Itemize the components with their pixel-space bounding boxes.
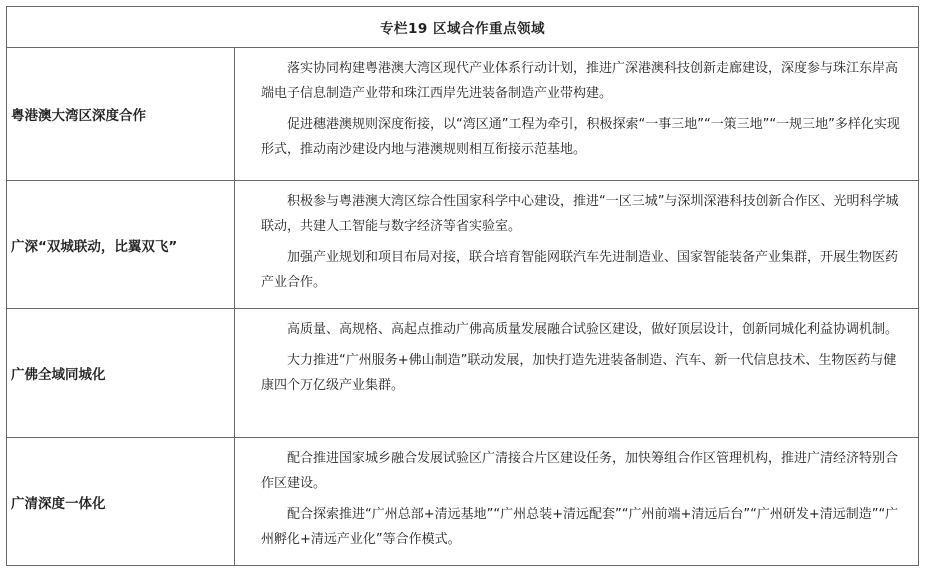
description-paragraph: 加强产业规划和项目布局对接，联合培育智能网联汽车先进制造业、国家智能装备产业集群，开展生物医药产业合作。 <box>261 250 899 290</box>
description-paragraph: 积极参与粤港澳大湾区综合性国家科学中心建设，推进“一区三城”与深圳深港科技创新合作区、光明科学城联动，共建人工智能与数字经济等省实验室。 <box>261 194 899 234</box>
description-paragraph: 配合探索推进“广州总部+清远基地”“广州总装+清远配套”“广州前端+清远后台”“广州研发+清远制造”“广州孵化+清远产业化”等合作模式。 <box>261 507 899 547</box>
area-label: 粤港澳大湾区深度合作 <box>7 48 235 180</box>
cooperation-table <box>6 6 919 566</box>
table-title: 专栏19 区域合作重点领域 <box>7 7 918 48</box>
area-label: 广佛全域同城化 <box>7 309 235 437</box>
description-paragraph: 配合推进国家城乡融合发展试验区广清接合片区建设任务，加快筹组合作区管理机构，推进广清经济特别合作区建设。 <box>261 451 899 491</box>
description-paragraph: 大力推进“广州服务+佛山制造”联动发展，加快打造先进装备制造、汽车、新一代信息技术、生物医药与健康四个万亿级产业集群。 <box>261 353 897 393</box>
description-paragraph: 落实协同构建粤港澳大湾区现代产业体系行动计划，推进广深港澳科技创新走廊建设，深度参与珠江东岸高端电子信息制造产业带和珠江西岸先进装备制造产业带构建。 <box>261 61 899 101</box>
table-row <box>7 309 918 438</box>
area-description <box>235 181 918 308</box>
area-label: 广深“双城联动，比翼双飞” <box>7 181 235 308</box>
area-description <box>235 438 918 565</box>
description-paragraph: 高质量、高规格、高起点推动广佛高质量发展融合试验区建设，做好顶层设计，创新同城化利益协调机制。 <box>287 322 899 337</box>
description-paragraph: 促进穗港澳规则深度衔接，以“湾区通”工程为牵引，积极探索“一事三地”“一策三地”“一规三地”多样化实现形式，推动南沙建设内地与港澳规则相互衔接示范基地。 <box>261 117 900 157</box>
area-label: 广清深度一体化 <box>7 438 235 565</box>
area-description <box>235 309 918 437</box>
table-row <box>7 181 918 309</box>
table-row <box>7 438 918 565</box>
area-description <box>235 48 918 180</box>
table-row <box>7 48 918 181</box>
